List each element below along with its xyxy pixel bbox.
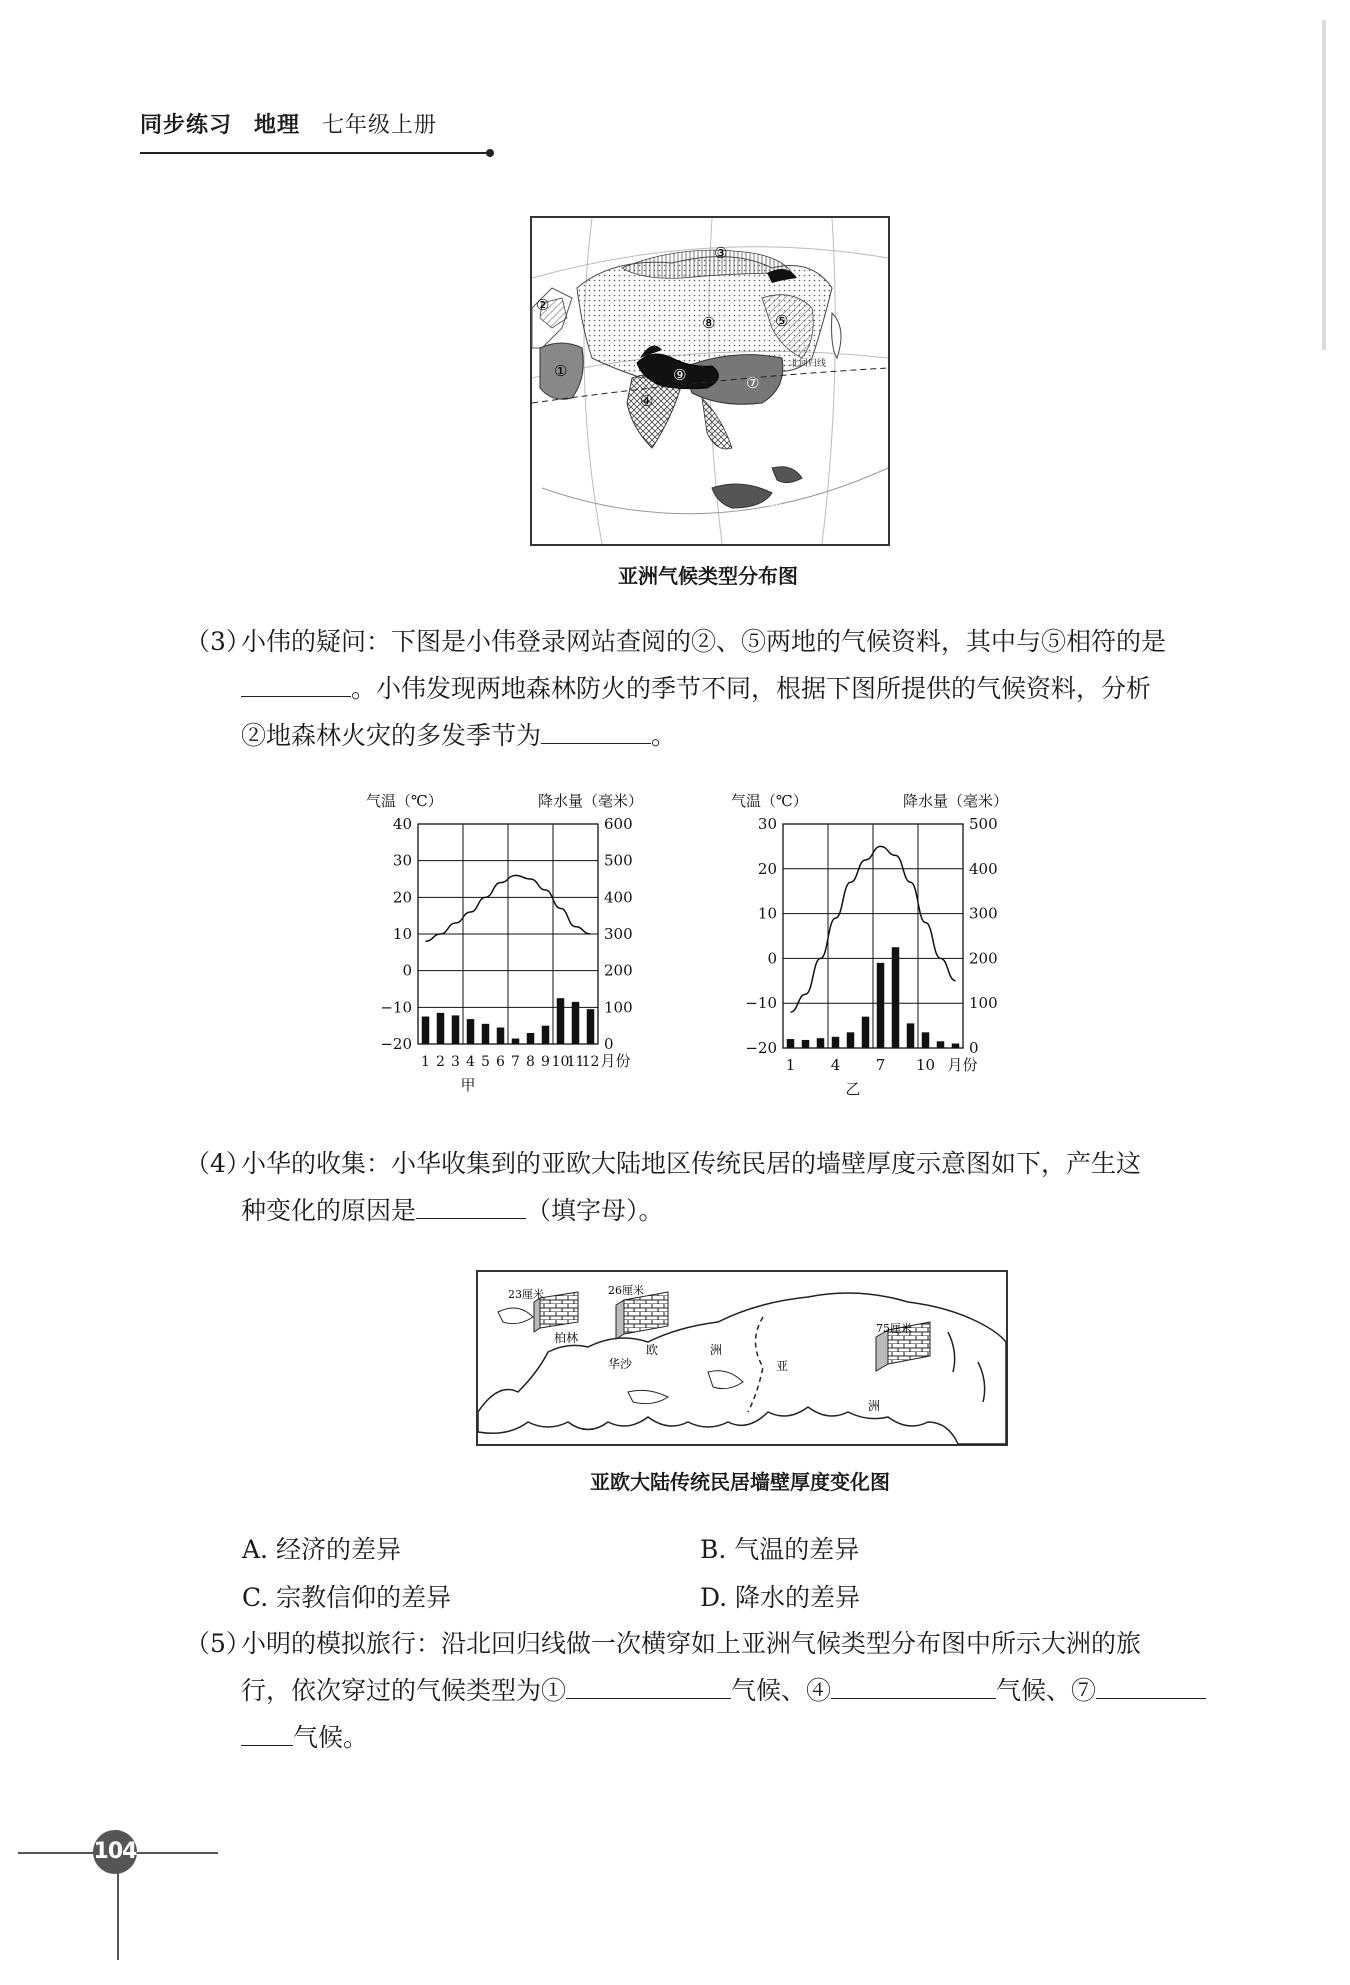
grade-title: 七年级上册 [322,113,438,138]
region-num-4: ④ [640,392,654,410]
chart-jia-x-tick-6: 6 [496,1054,505,1070]
chart-jia-x-tick-12: 12 [581,1054,600,1070]
header-rule [140,152,490,154]
chart-yi-precip-bar-11 [937,1041,945,1048]
answer-blank-5c[interactable] [1096,1670,1206,1699]
chart-jia-precip-bar-8 [527,1033,535,1044]
chart-jia-temp-tick-3: 10 [392,925,412,943]
chart-yi-precip-tick-0: 500 [969,815,998,833]
chart-yi-temp-tick-0: 30 [757,815,777,833]
chart-jia-precip-bar-12 [587,1009,595,1044]
chart-jia-x-tick-4: 4 [466,1054,475,1070]
asia-map-caption: 亚洲气候类型分布图 [618,564,798,588]
question-3-line1: 小伟的疑问：下图是小伟登录网站查阅的②、⑤两地的气候资料，其中与⑤相符的是 [241,627,1167,656]
chart-jia-x-tick-9: 9 [541,1054,550,1070]
question-3-line3-end: 。 [651,721,677,750]
region-num-1: ① [554,362,568,380]
chart-jia-temp-axis-title: 气温（℃） [366,792,443,810]
chart-yi-x-tick-7: 7 [875,1056,886,1074]
subject-title: 地理 [254,113,301,138]
eurasia-map-caption: 亚欧大陆传统民居墙壁厚度变化图 [590,1470,890,1494]
chart-jia-x-tick-11: 11 [566,1054,585,1070]
chart-yi-precip-bar-6 [862,1017,870,1048]
answer-blank-5c-cont[interactable] [241,1717,293,1746]
option-a[interactable]: A. 经济的差异 [242,1535,401,1564]
climate-chart-yi [715,778,1035,1098]
series-title: 同步练习 [140,113,233,138]
chart-jia-precip-tick-5: 100 [604,998,633,1017]
chart-jia-x-tick-2: 2 [436,1054,445,1070]
chart-yi-precip-axis-title: 降水量（毫米） [903,792,1009,810]
continent-label-zhou1: 洲 [710,1343,723,1357]
chart-yi-temp-tick-2: 10 [757,904,777,923]
answer-blank-4[interactable] [416,1190,526,1219]
question-5-line2a: 行，依次穿过的气候类型为① [241,1676,567,1705]
question-3-number: （3） [185,627,251,656]
question-5 [185,1620,1245,1761]
wall-label-75: 75厘米 [876,1322,912,1335]
answer-blank-3a[interactable] [241,668,351,697]
chart-yi-precip-bar-10 [922,1032,930,1048]
chart-jia-x-tick-1: 1 [421,1054,430,1070]
climate-chart-jia [366,778,678,1098]
chart-jia-x-tick-8: 8 [526,1054,535,1070]
question-4-number: （4） [185,1149,251,1178]
chart-jia-precip-tick-1: 500 [604,851,633,870]
chart-jia-precip-bar-2 [437,1013,445,1044]
page-number: 104 [93,1830,137,1874]
chart-jia-x-tick-10: 10 [551,1054,570,1070]
region-num-9: ⑨ [673,366,687,384]
chart-jia-temp-tick-6: −20 [380,1035,412,1053]
chart-jia-chart-title: 甲 [460,1076,476,1094]
region-num-8: ⑧ [702,314,716,332]
question-4-line2-end: （填字母）。 [526,1196,664,1225]
header-dot [486,149,494,157]
continent-label-zhou2: 洲 [868,1399,881,1413]
chart-yi-precip-bar-12 [952,1044,960,1048]
question-4-line1: 小华的收集：小华收集到的亚欧大陆地区传统民居的墙壁厚度示意图如下，产生这 [241,1149,1142,1178]
chart-jia-x-unit: 月份 [600,1052,631,1070]
eurasia-wall-map-svg [478,1272,1006,1444]
question-4 [185,1140,1245,1234]
chart-yi-precip-tick-2: 300 [969,904,998,923]
chart-yi-x-tick-1: 1 [785,1056,796,1074]
chart-jia-precip-bar-1 [422,1017,430,1045]
chart-jia-precip-bar-10 [557,998,565,1044]
wall-icon-26 [616,1292,668,1339]
question-5-line2b: 气候、④ [731,1676,832,1705]
chart-yi-precip-tick-5: 0 [969,1039,979,1057]
chart-yi-precip-tick-3: 200 [969,949,998,968]
chart-yi-temp-axis-title: 气温（℃） [731,792,808,810]
chart-jia-precip-bar-11 [572,1002,580,1044]
asia-climate-map-svg [532,218,888,544]
chart-yi-precip-bar-5 [847,1032,855,1048]
chart-yi-precip-bar-4 [832,1037,840,1048]
option-d[interactable]: D. 降水的差异 [700,1583,861,1612]
chart-jia-precip-tick-0: 600 [604,815,633,833]
chart-jia-precip-bar-9 [542,1026,550,1044]
chart-yi-precip-bar-9 [907,1023,915,1048]
option-b[interactable]: B. 气温的差异 [700,1535,860,1564]
chart-jia-precip-bar-6 [497,1028,505,1045]
region-num-6: ⑥ [768,495,782,513]
chart-yi-precip-bar-8 [892,947,900,1048]
chart-jia-precip-tick-4: 200 [604,961,633,980]
chart-yi-chart-title: 乙 [845,1080,861,1098]
question-3-line2: 。小伟发现两地森林防火的季节不同，根据下图所提供的气候资料，分析 [351,674,1152,703]
chart-jia-precip-bar-3 [452,1015,460,1044]
chart-yi-precip-bar-3 [817,1038,825,1048]
chart-yi-temp-tick-1: 20 [757,859,777,878]
region-num-5: ⑤ [775,312,789,330]
chart-jia-x-tick-7: 7 [511,1054,520,1070]
chart-yi-temp-tick-5: −20 [745,1039,777,1057]
chart-yi-x-tick-4: 4 [830,1056,841,1074]
chart-yi-precip-bar-2 [802,1040,810,1048]
chart-jia-x-tick-3: 3 [451,1054,460,1070]
chart-jia-precip-tick-2: 400 [604,888,633,907]
question-3-line3: ②地森林火灾的多发季节为 [241,721,542,750]
answer-blank-5b[interactable] [831,1670,996,1699]
chart-jia-precip-tick-3: 300 [604,925,633,943]
chart-jia-temp-tick-2: 20 [392,888,412,907]
chart-yi-precip-tick-1: 400 [969,859,998,878]
question-5-line2c: 气候、⑦ [996,1676,1097,1705]
city-label-warsaw: 华沙 [608,1357,633,1371]
answer-blank-3b[interactable] [541,715,651,744]
chart-yi-temp-tick-3: 0 [767,949,777,968]
chart-jia-precip-bar-7 [512,1039,520,1045]
chart-jia-precip-bar-4 [467,1019,475,1044]
chart-jia-temp-tick-0: 40 [392,815,412,833]
chart-jia-precip-bar-5 [482,1024,490,1044]
chart-yi-temp-tick-4: −10 [745,994,777,1013]
asia-climate-map [530,216,890,546]
chart-yi-precip-tick-4: 100 [969,994,998,1013]
page-edge-shadow [1322,20,1326,350]
wall-label-26: 26厘米 [608,1284,644,1297]
question-3 [185,618,1245,759]
chart-jia-temp-tick-4: 0 [402,961,412,980]
chart-yi-precip-bar-7 [877,963,885,1048]
continent-label-ya: 亚 [776,1359,789,1373]
chart-jia-precip-tick-6: 0 [604,1035,614,1053]
question-4-line2: 种变化的原因是 [241,1196,417,1225]
question-5-line3: 气候。 [293,1723,369,1752]
continent-label-ou: 欧 [646,1343,659,1357]
chart-yi-precip-bar-1 [787,1039,795,1048]
chart-jia-temp-tick-1: 30 [392,851,412,870]
wall-label-23: 23厘米 [508,1288,544,1301]
region-num-3: ③ [714,244,728,262]
region-num-2: ② [536,296,550,314]
answer-blank-5a[interactable] [566,1670,731,1699]
eurasia-wall-map [476,1270,1008,1446]
option-c[interactable]: C. 宗教信仰的差异 [242,1583,452,1612]
city-label-berlin: 柏林 [554,1331,579,1345]
region-num-7: ⑦ [746,374,760,392]
running-header [140,108,459,139]
chart-jia-x-tick-5: 5 [481,1054,490,1070]
tropic-label: 北回归线 [790,359,827,369]
question-5-line1: 小明的模拟旅行：沿北回归线做一次横穿如上亚洲气候类型分布图中所示大洲的旅 [241,1629,1142,1658]
chart-jia-precip-axis-title: 降水量（毫米） [538,792,644,810]
chart-yi-x-unit: 月份 [947,1056,978,1074]
chart-yi-x-tick-10: 10 [915,1056,936,1074]
question-5-number: （5） [185,1629,251,1658]
chart-jia-temp-tick-5: −10 [380,998,412,1017]
